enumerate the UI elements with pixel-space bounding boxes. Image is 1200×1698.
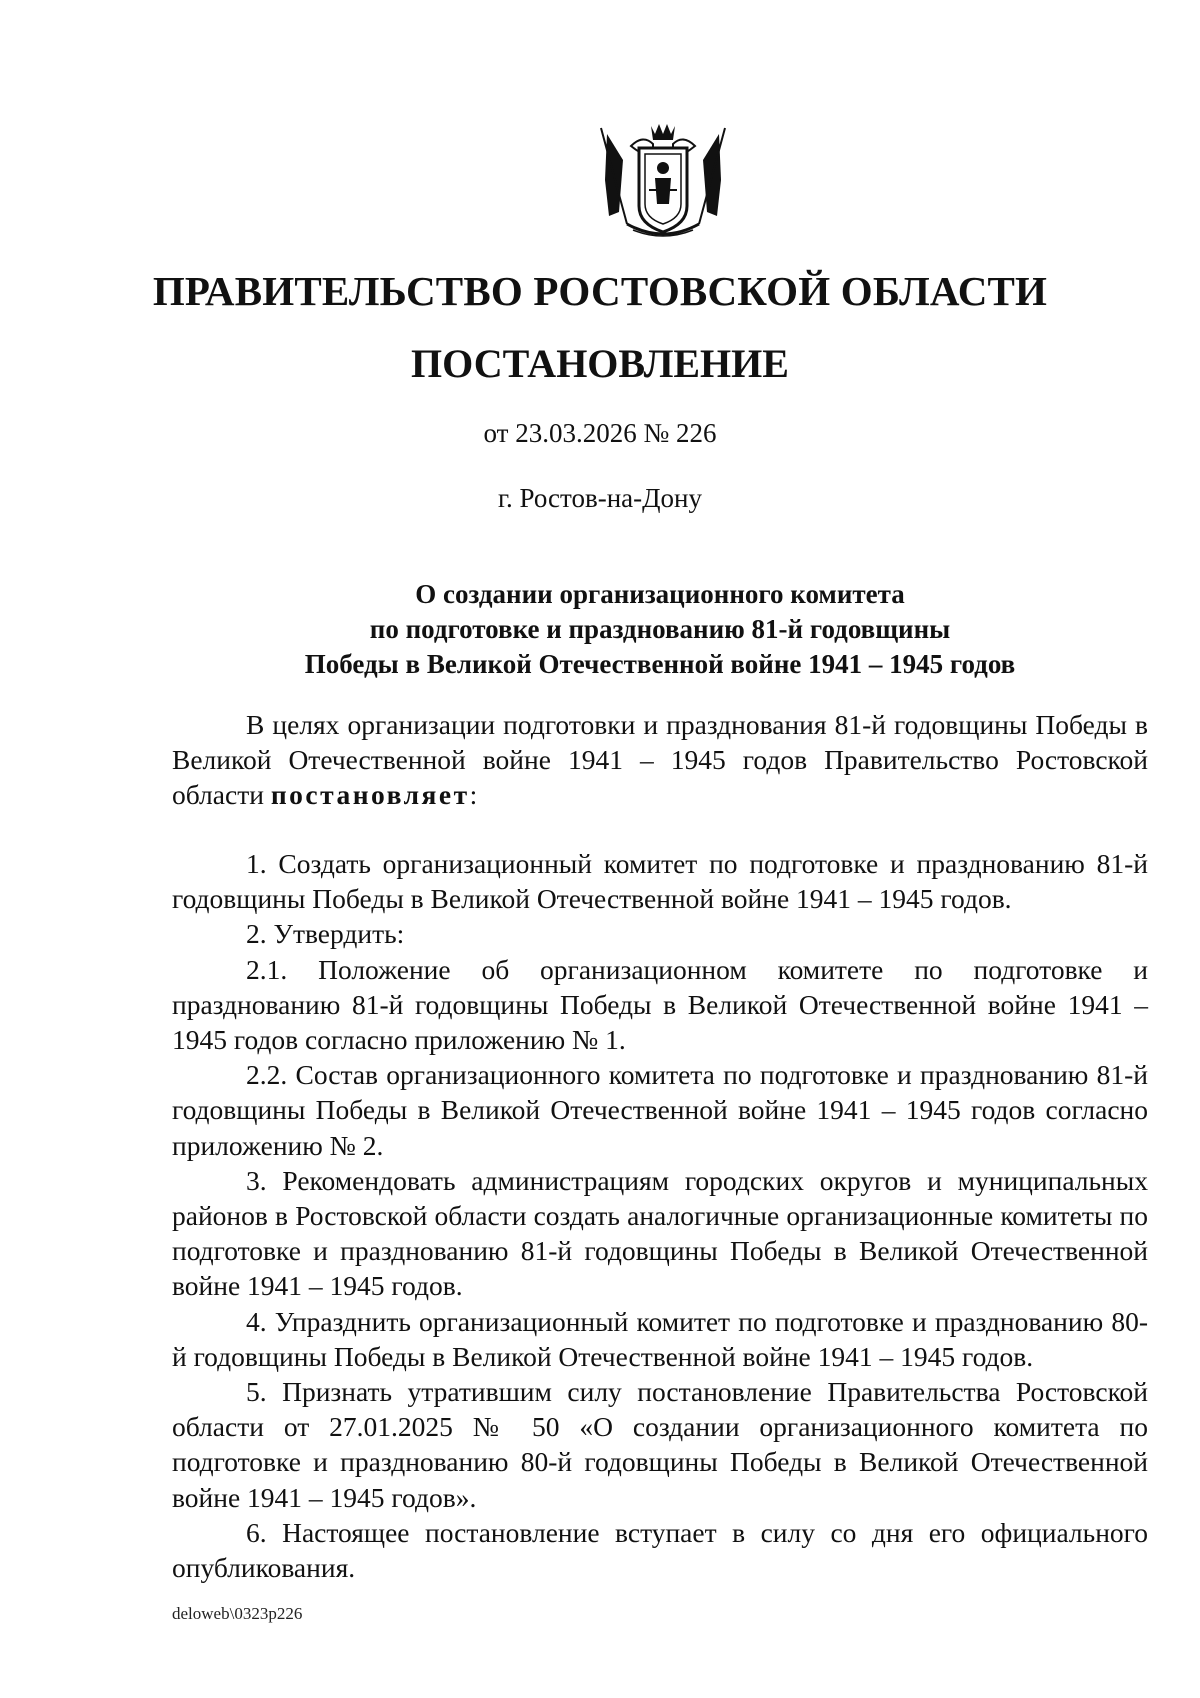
- document-date-number: от 23.03.2026 № 226: [483, 418, 717, 448]
- resolution-item: 4. Упразднить организационный комитет по подготовке и празднованию 80-й годовщины Победы в Великой Отечественной войне 1941 – 1945 годов.: [172, 1305, 1148, 1372]
- document-code: deloweb\0323p226: [172, 1604, 303, 1623]
- coat-of-arms-icon: [593, 120, 733, 244]
- resolution-item: 5. Признать утратившим силу постановление Правительства Ростовской области от 27.01.2025 № 50 «О создании организационного комитета по подготовке и празднованию 80-й годовщины Победы в Великой Отечественной войне 1941 – 1945 годов».: [172, 1376, 1148, 1513]
- preamble-text: В целях организации подготовки и празднования 81-й годовщины Победы в Великой Отечественной войне 1941 – 1945 годов Правительство Ростовской области: [172, 709, 1148, 811]
- preamble: [172, 707, 1148, 813]
- resolution-item: 1. Создать организационный комитет по подготовке и празднованию 81-й годовщины Победы в Великой Отечественной войне 1941 – 1945 годов.: [172, 848, 1148, 915]
- resolution-item: 6. Настоящее постановление вступает в силу со дня его официального опубликования.: [172, 1516, 1148, 1584]
- resolution-item: 3. Рекомендовать администрациям городских округов и муниципальных районов в Ростовской области создать аналогичные организационные комитеты по подготовке и празднованию 81-й годовщины Победы в Великой Отечественной войне 1941 – 1945 годов.: [172, 1164, 1148, 1302]
- preamble-colon: :: [469, 779, 478, 811]
- resolution-items: [172, 846, 1148, 1585]
- preamble-paragraph: [172, 707, 1148, 813]
- government-title: ПРАВИТЕЛЬСТВО РОСТОВСКОЙ ОБЛАСТИ: [152, 268, 1048, 314]
- resolution-item: 2.1. Положение об организационном комитете по подготовке и празднованию 81-й годовщины Победы в Великой Отечественной войне 1941 – 1945 годов согласно приложению № 1.: [172, 953, 1148, 1056]
- subject-line: О создании организационного комитета: [415, 579, 905, 609]
- subject-line: Победы в Великой Отечественной войне 1941 – 1945 годов: [304, 649, 1016, 679]
- resolution-item: 2. Утвердить:: [246, 918, 405, 950]
- document-type: ПОСТАНОВЛЕНИЕ: [411, 341, 789, 386]
- preamble-keyword: постановляет: [270, 779, 470, 811]
- document-subject: [170, 577, 1150, 682]
- resolution-item: 2.2. Состав организационного комитета по подготовке и празднованию 81-й годовщины Победы в Великой Отечественной войне 1941 – 1945 годов согласно приложению № 2.: [172, 1059, 1148, 1161]
- document-place: г. Ростов-на-Дону: [497, 483, 702, 513]
- subject-line: по подготовке и празднованию 81-й годовщины: [369, 614, 951, 644]
